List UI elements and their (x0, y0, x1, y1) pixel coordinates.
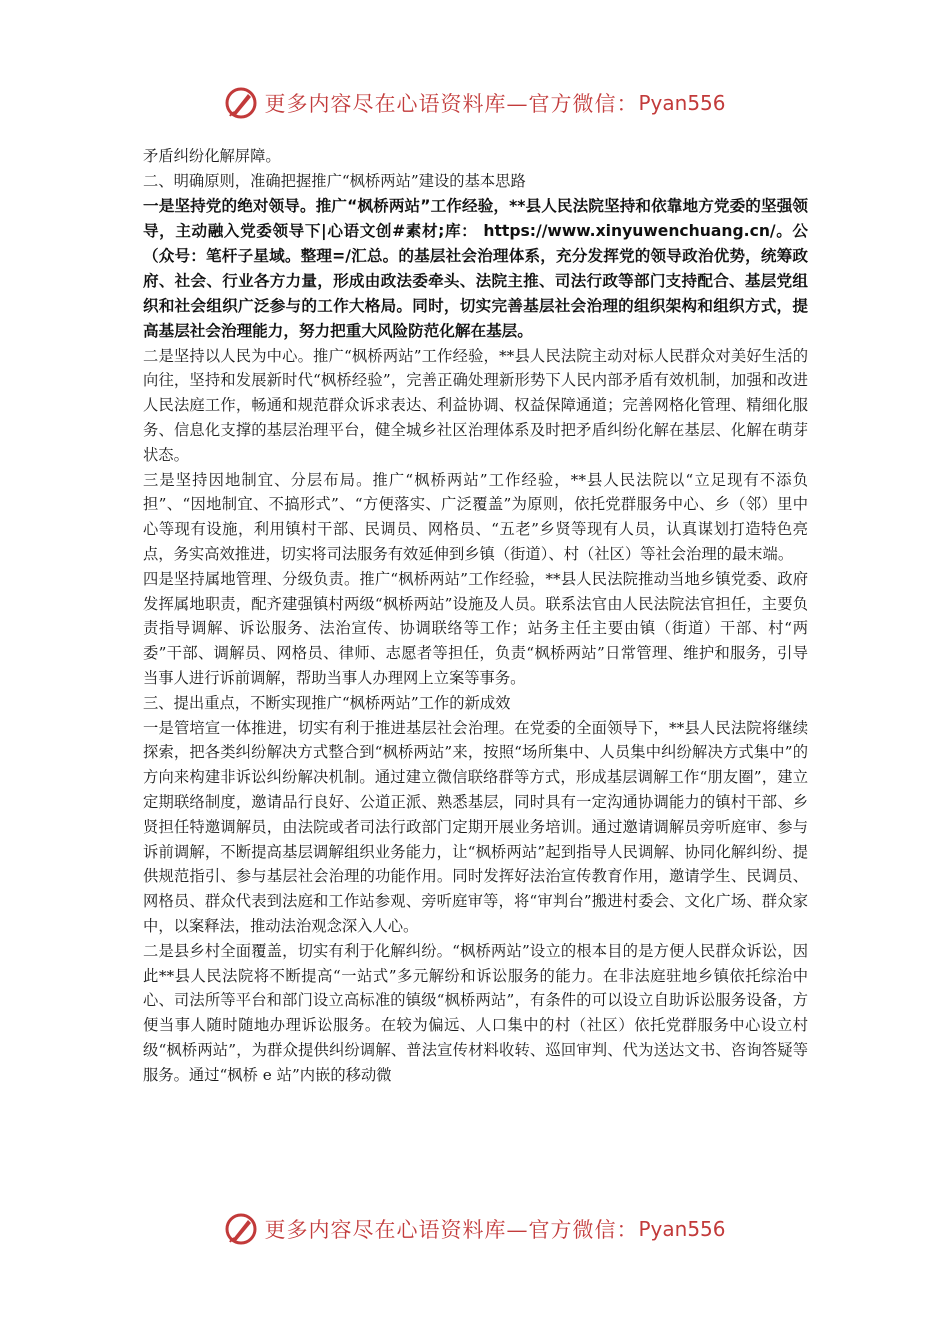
paragraph: 矛盾纠纷化解屏障。 (143, 147, 281, 165)
paragraph: 三是坚持因地制宜、分层布局。推广“枫桥两站”工作经验，**县人民法院以“立足现有不添负担”、“因地制宜、不搞形式”、“方便落实、广泛覆盖”为原则，依托党群服务中心、乡（邻）里中心等现有设施，利用镇村干部、民调员、网格员、“五老”乡贤等现有人员，认真谋划打造特色亮点，务实高效推进，切实将司法服务有效延伸到乡镇（街道）、村（社区）等社会治理的最末端。 (143, 470, 808, 563)
banner-text: 更多内容尽在心语资料库—官方微信： (264, 92, 639, 116)
paragraph: 四是坚持属地管理、分级负责。推广“枫桥两站”工作经验，**县人民法院推动当地乡镇党委、政府发挥属地职责，配齐建强镇村两级“枫桥两站”设施及人员。联系法官由人民法院法官担任，主要负责指导调解、诉讼服务、法治宣传、协调联络等工作；站务主任主要由镇（街道）干部、村“两委”干部、调解员、网格员、律师、志愿者等担任，负责“枫桥两站”日常管理、维护和服务，引导当事人进行诉前调解，帮助当事人办理网上立案等事务。 (143, 569, 808, 687)
banner-wechat-id: Pyan556 (638, 91, 726, 115)
paragraph: 三、提出重点，不断实现推广“枫桥两站”工作的新成效 (143, 693, 511, 712)
brush-logo-icon (224, 1212, 258, 1246)
banner-wechat-id: Pyan556 (638, 1217, 726, 1241)
document-body (143, 144, 808, 1088)
footer-banner (0, 1209, 950, 1249)
paragraph: 二是坚持以人民为中心。推广“枫桥两站”工作经验，**县人民法院主动对标人民群众对美好生活的向往，坚持和发展新时代“枫桥经验”，完善正确处理新形势下人民内部矛盾有效机制，加强和改进人民法庭工作，畅通和规范群众诉求表达、利益协调、权益保障通道；完善网格化管理、精细化服务、信息化支撑的基层治理平台，健全城乡社区治理体系及时把矛盾纠纷化解在基层、化解在萌芽状态。 (143, 346, 808, 464)
paragraph: 二、明确原则，准确把握推广“枫桥两站”建设的基本思路 (143, 171, 526, 190)
paragraph: 一是坚持党的绝对领导。推广“枫桥两站”工作经验，**县人民法院坚持和依靠地方党委的坚强领导，主动融入党委领导下|心语文创#素材;库： https://www.xinyuwenchuang.cn/。公（众号：笔杆子星域。整理=/汇总。的基层社会治理体系，充分发挥党的领导政治优势，统筹政府、社会、行业各方力量，形成由政法委牵头、法院主推、司法行政等部门支持配合、基层党组织和社会组织广泛参与的工作大格局。同时，切实完善基层社会治理的组织架构和组织方式，提高基层社会治理能力，努力把重大风险防范化解在基层。 (143, 196, 808, 340)
brush-logo-icon (224, 86, 258, 120)
banner-text: 更多内容尽在心语资料库—官方微信： (264, 1218, 639, 1242)
paragraph: 二是县乡村全面覆盖，切实有利于化解纠纷。“枫桥两站”设立的根本目的是方便人民群众诉讼，因此**县人民法院将不断提高“一站式”多元解纷和诉讼服务的能力。在非法庭驻地乡镇依托综治中心、司法所等平台和部门设立高标准的镇级“枫桥两站”，有条件的可以设立自助诉讼服务设备，方便当事人随时随地办理诉讼服务。在较为偏远、人口集中的村（社区）依托党群服务中心设立村级“枫桥两站”，为群众提供纠纷调解、普法宣传材料收转、巡回审判、代为送达文书、咨询答疑等服务。通过“枫桥 e 站”内嵌的移动微 (143, 941, 808, 1084)
paragraph: 一是管培宣一体推进，切实有利于推进基层社会治理。在党委的全面领导下，**县人民法院将继续探索，把各类纠纷解决方式整合到“枫桥两站”来，按照“场所集中、人员集中纠纷解决方式集中”的方向来构建非诉讼纠纷解决机制。通过建立微信联络群等方式，形成基层调解工作“朋友圈”，建立定期联络制度，邀请品行良好、公道正派、熟悉基层，同时具有一定沟通协调能力的镇村干部、乡贤担任特邀调解员，由法院或者司法行政部门定期开展业务培训。通过邀请调解员旁听庭审、参与诉前调解，不断提高基层调解组织业务能力，让“枫桥两站”起到指导人民调解、协同化解纠纷、提供规范指引、参与基层社会治理的功能作用。同时发挥好法治宣传教育作用，邀请学生、民调员、网格员、群众代表到法庭和工作站参观、旁听庭审等，将“审判台”搬进村委会、文化广场、群众家中，以案释法，推动法治观念深入人心。 (143, 718, 808, 935)
header-banner (0, 83, 950, 123)
